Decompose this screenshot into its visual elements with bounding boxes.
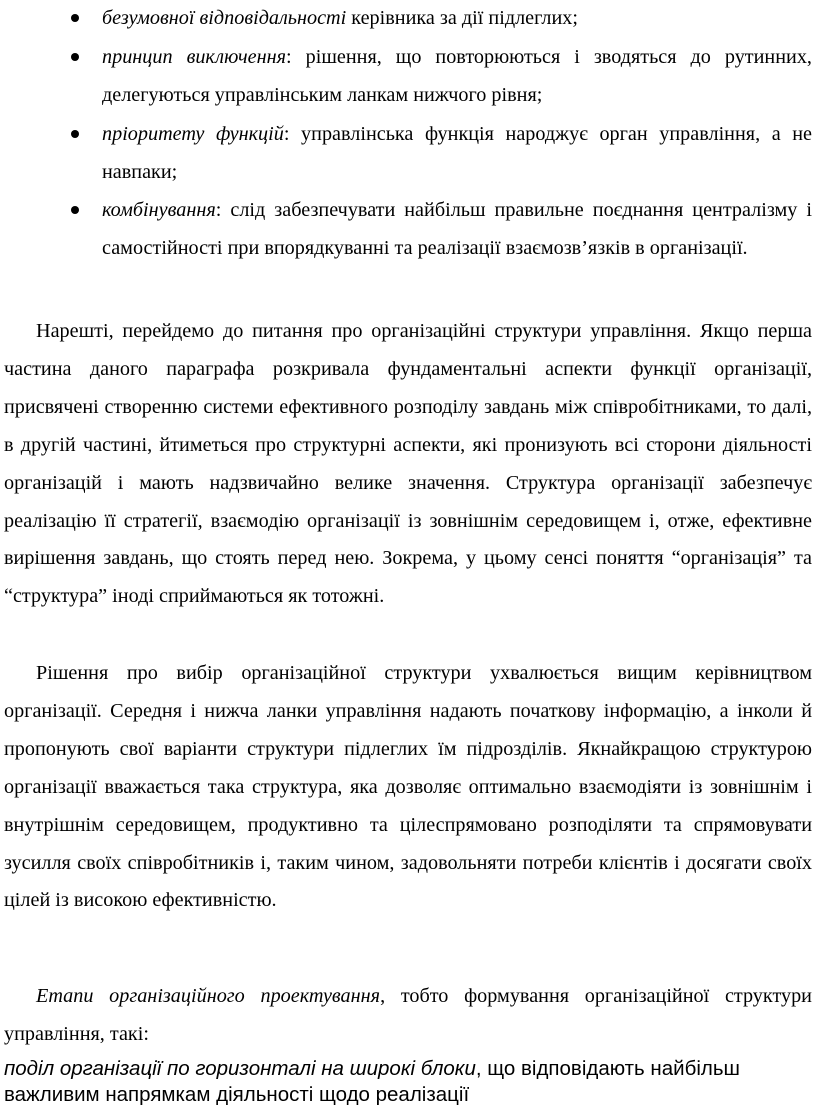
bullet-icon <box>71 53 79 61</box>
list-item-term: комбінування <box>102 199 216 221</box>
stage-item-term: поділ організації по горизонталі на широкі блоки <box>4 1057 476 1080</box>
bullet-icon <box>71 14 79 22</box>
list-item-text: : управлінська функція народжує орган управління, а не навпаки; <box>102 123 813 184</box>
list-item-text: : рішення, що повторюються і зводяться до рутинних, делегуються управлінським ланкам нижчого рівня; <box>102 46 812 107</box>
list-item <box>0 38 816 114</box>
list-item-term: безумовної відповідальності <box>102 7 347 29</box>
stage-item-text <box>4 1056 812 1107</box>
paragraph-structure-choice: Рішення про вибір організаційної структури ухвалюється вищим керівництвом організації. Середня і нижча ланки управління надають початкову інформацію, а інколи й пропонують свої варіанти структури підлеглих їм підрозділів. Якнайкращою структурою організації вважається така структура, яка дозволяє оптимально взаємодіяти із зовнішнім і внутрішнім середовищем, продуктивно та цілеспрямовано розподіляти та спрямовувати зусилля своїх співробітників і, таким чином, задовольняти потреби клієнтів і досягати своїх цілей із високою ефективністю. <box>4 662 812 912</box>
list-item-text: : слід забезпечувати найбільш правильне поєднання централізму і самостійності при впорядкуванні та реалізації взаємозв’язків в організації. <box>102 199 812 260</box>
list-item-term: принцип виключення <box>102 46 287 68</box>
bullet-icon <box>71 206 79 214</box>
paragraph-design-stages <box>4 978 812 1054</box>
list-item-text: керівника за дії підлеглих; <box>346 7 578 29</box>
list-item <box>0 191 816 267</box>
list-item <box>0 115 816 191</box>
bullet-icon <box>71 130 79 138</box>
list-item <box>0 0 582 37</box>
paragraph-text: , тобто формування організаційної структури управління, такі: <box>4 985 812 1045</box>
paragraph-term: Етапи організаційного проектування <box>36 985 381 1007</box>
list-item-term: пріоритету функцій <box>102 123 284 145</box>
stage-item-description: , що відповідають найбільш важливим напрямкам діяльності щодо реалізації <box>4 1057 740 1106</box>
paragraph-structures-intro: Нарешті, перейдемо до питання про організаційні структури управління. Якщо перша частина даного параграфа розкривала фундаментальні аспекти функції організації, присвячені створенню системи ефективного розподілу завдань між співробітниками, то далі, в другій частині, йтиметься про структурні аспекти, які пронизують всі сторони діяльності організацій і мають надзвичайно велике значення. Структура організації забезпечує реалізацію її стратегії, взаємодію організації із зовнішнім середовищем і, отже, ефективне вирішення завдань, що стоять перед нею. Зокрема, у цьому сенсі поняття “організація” та “структура” іноді сприймаються як тотожні. <box>4 320 812 608</box>
